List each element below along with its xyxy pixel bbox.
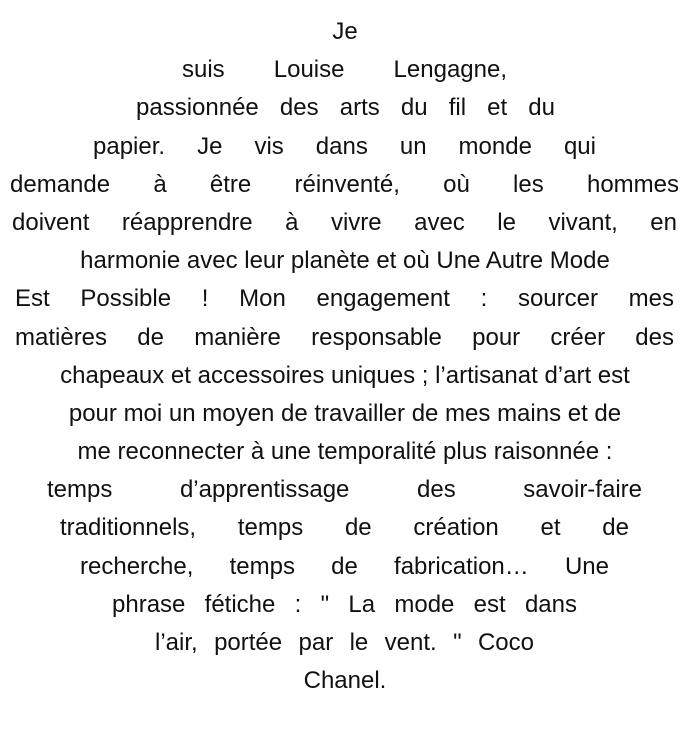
text-line: papier. Je vis dans un monde qui (93, 132, 596, 160)
text-line: Est Possible ! Mon engagement : sourcer mes (15, 285, 674, 313)
text-line: doivent réapprendre à vivre avec le vivant, en (12, 208, 677, 236)
text-line: temps d’apprentissage des savoir-faire (47, 476, 642, 504)
text-block (0, 13, 690, 700)
text-line: l’air, portée par le vent. " Coco (155, 629, 534, 656)
text-line: pour moi un moyen de travailler de mes mains et de (68, 399, 622, 427)
text-line: suis Louise Lengagne, (182, 56, 507, 84)
text-line: Je (332, 18, 358, 45)
text-line: phrase fétiche : " La mode est dans (112, 590, 577, 618)
text-line: passionnée des arts du fil et du (136, 94, 555, 122)
text-line: demande à être réinventé, où les hommes (10, 170, 679, 198)
text-line: harmonie avec leur planète et où Une Autre Mode (80, 247, 610, 275)
text-line: recherche, temps de fabrication… Une (80, 552, 609, 580)
text-line: traditionnels, temps de création et de (60, 514, 629, 542)
text-line: matières de manière responsable pour créer des (15, 323, 674, 351)
text-line: chapeaux et accessoires uniques ; l’artisanat d’art est (60, 361, 630, 389)
text-line: me reconnecter à une temporalité plus raisonnée : (77, 438, 613, 466)
text-line: Chanel. (303, 667, 387, 695)
